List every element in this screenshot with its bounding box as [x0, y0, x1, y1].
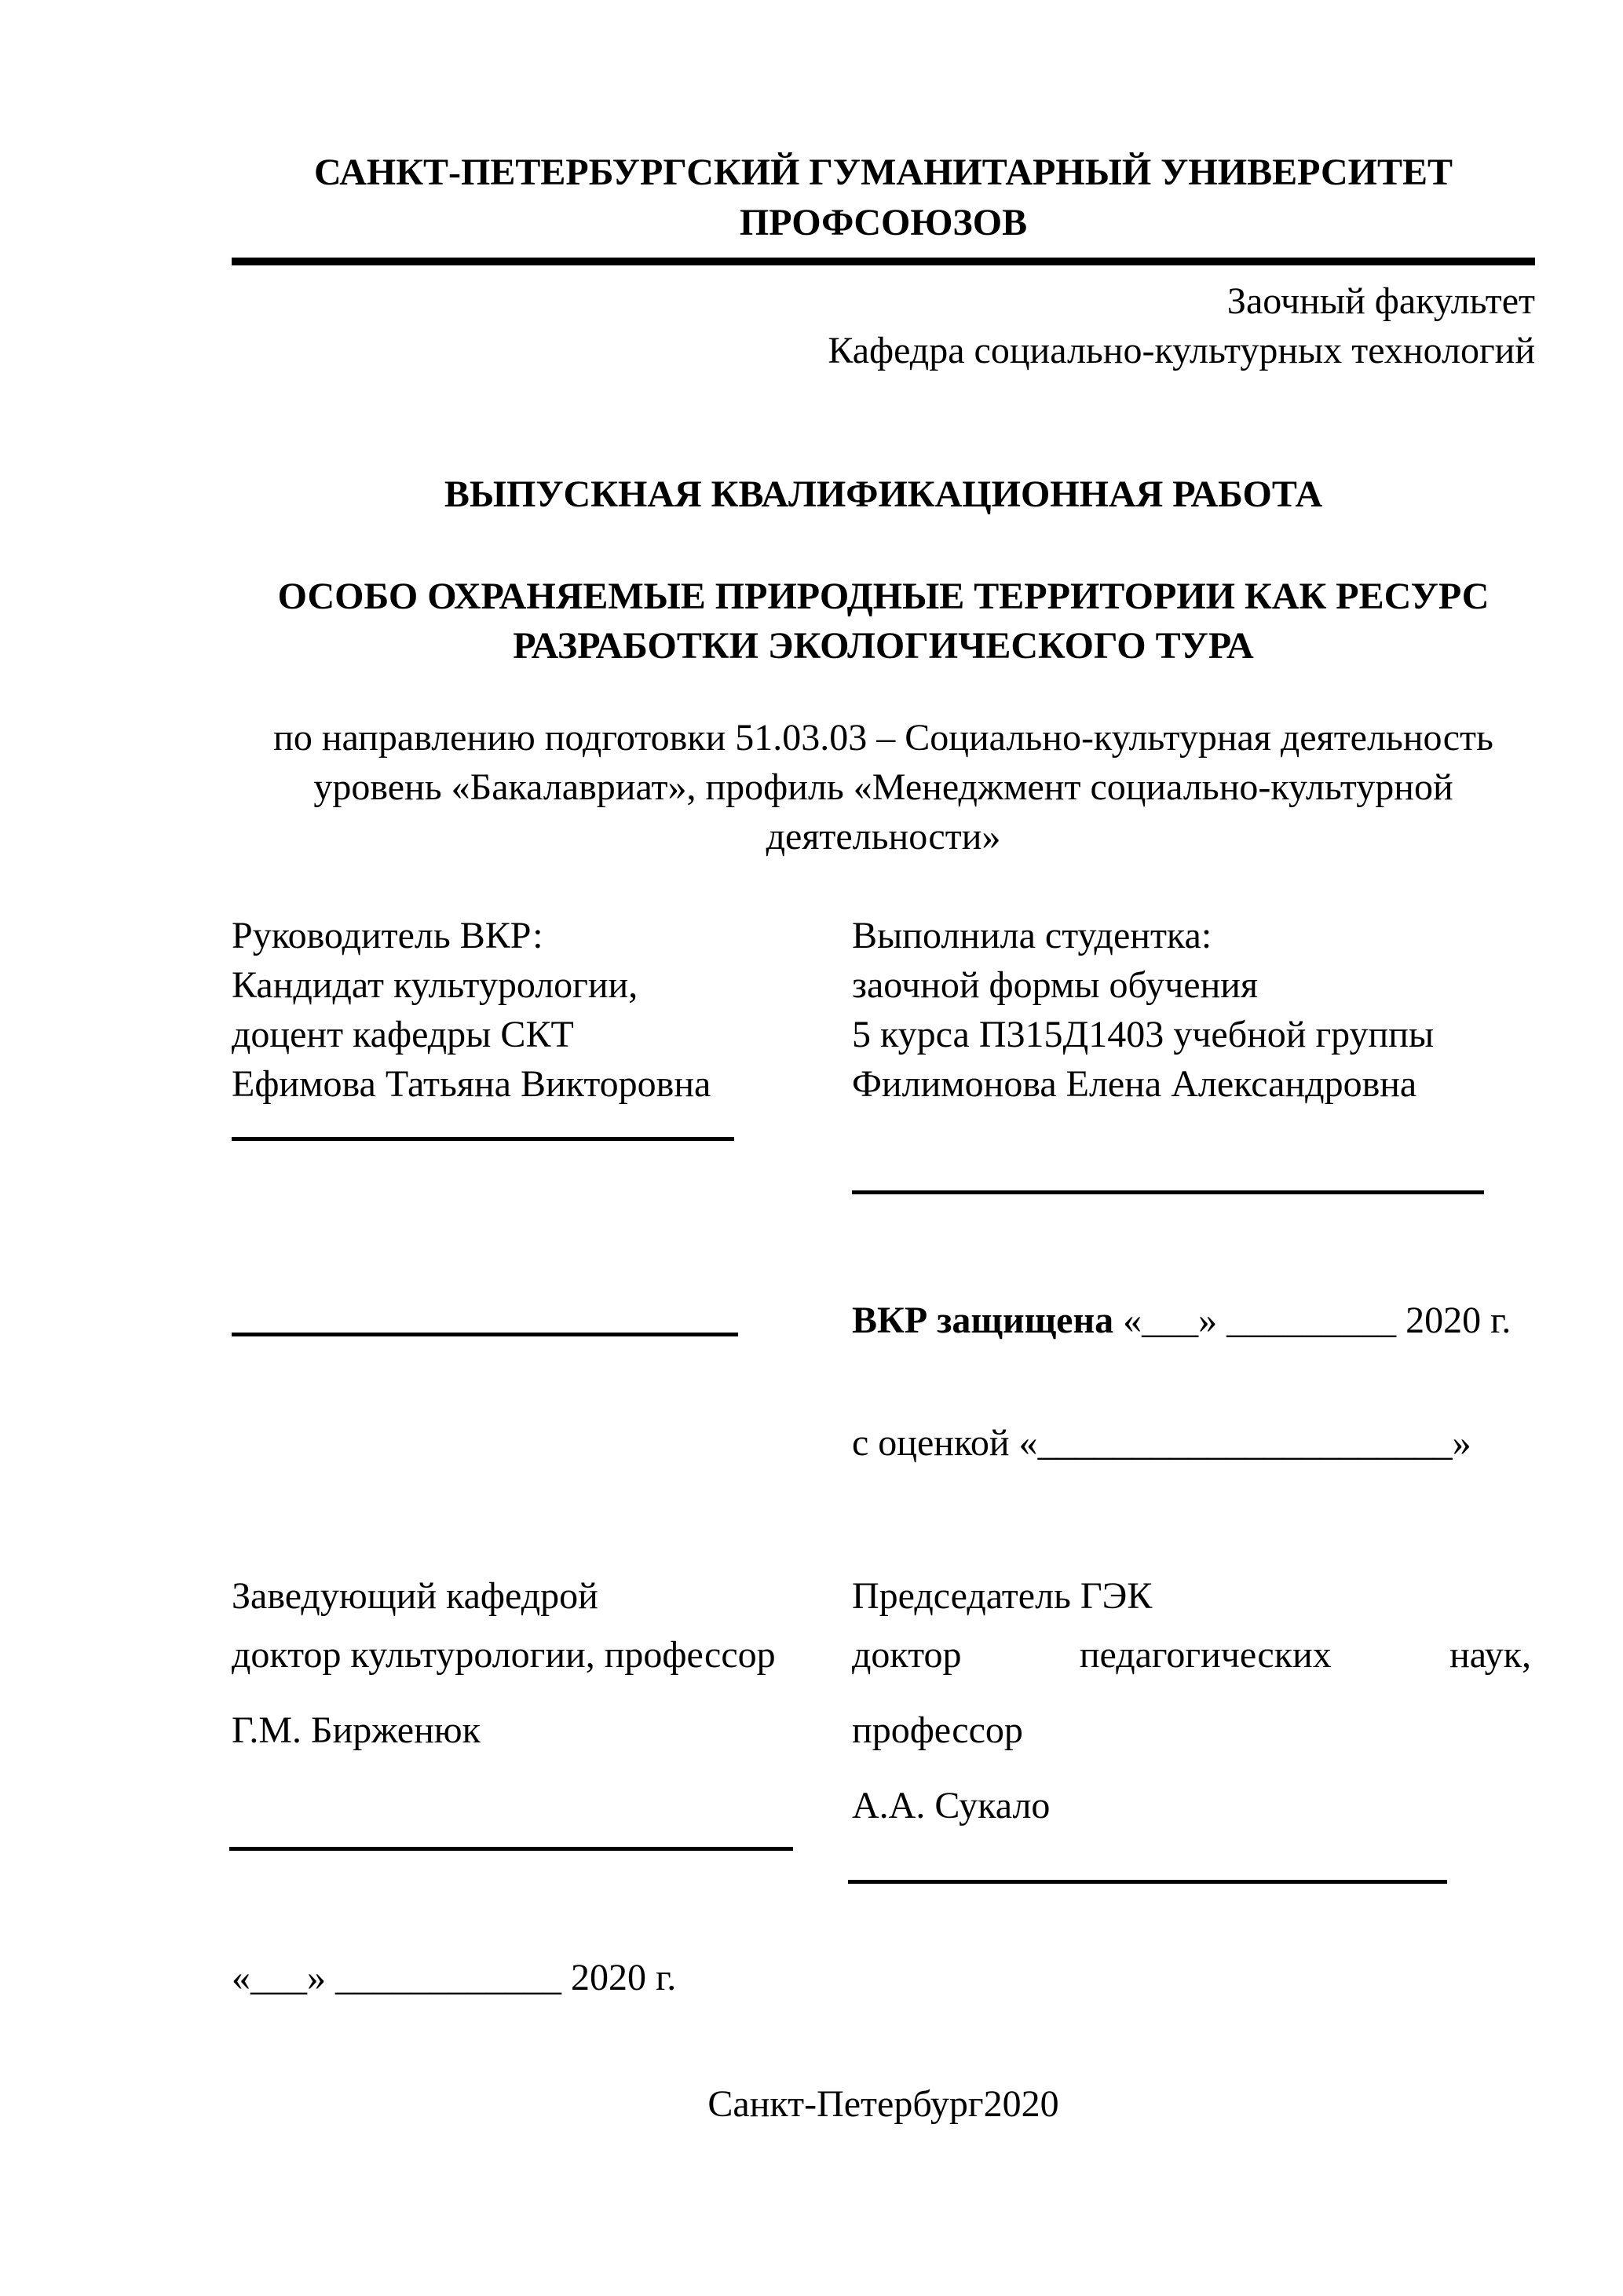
- program-line1: по направлению подготовки 51.03.03 – Социально-культурная деятельность: [273, 717, 1493, 759]
- middle-left-signature-line: [232, 1333, 738, 1336]
- student-label: Выполнила студентка:: [852, 915, 1212, 956]
- defense-date-blank: «___» _________ 2020 г.: [1113, 1300, 1512, 1341]
- program-block: [232, 713, 1535, 861]
- grade-prefix: с оценкой «: [852, 1422, 1038, 1464]
- defense-date-line: [852, 1296, 1559, 1345]
- student-name: Филимонова Елена Александровна: [852, 1063, 1417, 1105]
- committee-chair-position: профессор: [852, 1709, 1023, 1751]
- city-year-line: Санкт-Петербург2020: [707, 2083, 1059, 2125]
- grade-blank: ______________________: [1037, 1422, 1453, 1464]
- supervisor-degree: Кандидат культурологии,: [232, 964, 638, 1006]
- student-block: [852, 911, 1531, 1109]
- department-head-name: Г.М. Бирженюк: [232, 1709, 481, 1751]
- defense-label: ВКР защищена: [852, 1300, 1114, 1341]
- committee-chair-title: Председатель ГЭК: [852, 1575, 1153, 1617]
- thesis-title: [232, 572, 1535, 671]
- committee-chair-block: [852, 1567, 1531, 1684]
- faculty-department-block: [232, 276, 1535, 375]
- work-type-heading: ВЫПУСКНАЯ КВАЛИФИКАЦИОННАЯ РАБОТА: [444, 473, 1323, 515]
- thesis-title-line2: РАЗРАБОТКИ ЭКОЛОГИЧЕСКОГО ТУРА: [513, 625, 1254, 667]
- sign-date-line: «___» ____________ 2020 г.: [232, 1957, 677, 1998]
- department-head-signature-line: [229, 1847, 793, 1851]
- header-divider-rule: [232, 258, 1535, 265]
- grade-line: [852, 1418, 1559, 1468]
- committee-chair-signature-line: [848, 1880, 1447, 1884]
- student-mode: заочной формы обучения: [852, 964, 1259, 1006]
- university-header: [232, 148, 1535, 248]
- supervisor-signature-line: [232, 1137, 734, 1141]
- department-head-degree: доктор культурологии, профессор: [232, 1634, 776, 1676]
- student-group: 5 курса П315Д1403 учебной группы: [852, 1014, 1435, 1055]
- committee-chair-degree-word1: доктор: [852, 1634, 962, 1676]
- program-line3: деятельности»: [766, 816, 1001, 857]
- committee-chair-degree: [852, 1625, 1531, 1684]
- university-name-line2: ПРОФСОЮЗОВ: [739, 202, 1028, 243]
- supervisor-name: Ефимова Татьяна Викторовна: [232, 1063, 711, 1105]
- department-head-block: [232, 1567, 852, 1684]
- university-name-line1: САНКТ-ПЕТЕРБУРГСКИЙ ГУМАНИТАРНЫЙ УНИВЕРСИТЕТ: [313, 152, 1453, 193]
- department-name: Кафедра социально-культурных технологий: [828, 330, 1535, 371]
- department-head-title: Заведующий кафедрой: [232, 1575, 598, 1617]
- supervisor-position: доцент кафедры СКТ: [232, 1014, 574, 1055]
- committee-chair-degree-word3: наук,: [1449, 1634, 1531, 1676]
- student-signature-line: [852, 1190, 1484, 1194]
- faculty-name: Заочный факультет: [1226, 280, 1535, 322]
- supervisor-block: [232, 911, 852, 1109]
- committee-chair-degree-word2: педагогических: [1079, 1634, 1332, 1676]
- supervisor-label: Руководитель ВКР:: [232, 915, 543, 956]
- committee-chair-name: А.А. Сукало: [852, 1785, 1051, 1826]
- thesis-title-line1: ОСОБО ОХРАНЯЕМЫЕ ПРИРОДНЫЕ ТЕРРИТОРИИ КАК РЕСУРС: [277, 576, 1490, 617]
- program-line2: уровень «Бакалавриат», профиль «Менеджмент социально-культурной: [313, 766, 1453, 808]
- grade-suffix: »: [1452, 1422, 1471, 1464]
